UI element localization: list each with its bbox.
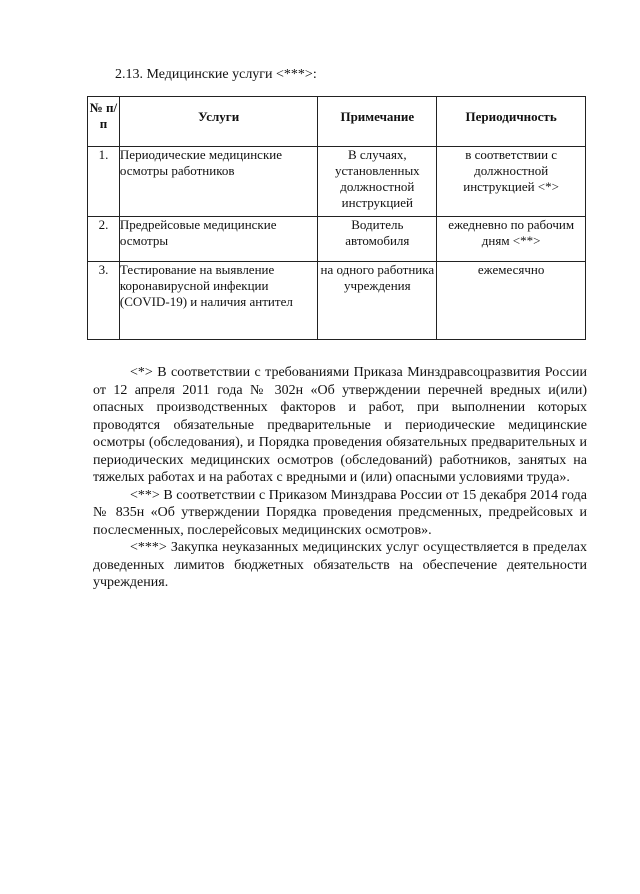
- row-service: Периодические медицинские осмотры работников: [119, 147, 318, 217]
- header-period: Периодичность: [437, 97, 586, 147]
- services-table: [87, 96, 586, 340]
- row-note: Водитель автомобиля: [318, 217, 437, 262]
- footnote-2: <**> В соответствии с Приказом Минздрава России от 15 декабря 2014 года № 835н «Об утверждении Порядка проведения предсменных, предрейсовых и послесменных, послерейсовых медицинских осмотров».: [93, 487, 587, 538]
- table-row: [88, 147, 586, 217]
- row-period: ежедневно по рабочим дням <**>: [437, 217, 586, 262]
- row-num: 3.: [88, 262, 120, 340]
- row-service: Предрейсовые медицинские осмотры: [119, 217, 318, 262]
- row-num: 1.: [88, 147, 120, 217]
- header-num: № п/п: [88, 97, 120, 147]
- footnote-3: <***> Закупка неуказанных медицинских услуг осуществляется в пределах доведенных лимитов бюджетных обязательств на обеспечение деятельности учреждения.: [93, 540, 587, 590]
- header-service: Услуги: [119, 97, 318, 147]
- row-period: в соответствии с должностной инструкцией <*>: [437, 147, 586, 217]
- header-note: Примечание: [318, 97, 437, 147]
- table-row: [88, 217, 586, 262]
- row-num: 2.: [88, 217, 120, 262]
- table-row: [88, 262, 586, 340]
- footnote-1: <*> В соответствии с требованиями Приказа Минздравсоцразвития России от 12 апреля 2011 года № 302н «Об утверждении перечней вредных и(или) опасных производственных факторов и работ, при выполнении которых проводятся обязательные предварительные и периодические медицинские осмотры (обследования), и Порядка проведения обязательных предварительных и периодических медицинских осмотров (обследований) работников, занятых на тяжелых работах и на работах с вредными и (или) опасными условиями труда».: [93, 365, 587, 485]
- row-service: Тестирование на выявление коронавирусной инфекции (COVID-19) и наличия антител: [119, 262, 318, 340]
- row-note: В случаях, установленных должностной инструкцией: [318, 147, 437, 217]
- row-period: ежемесячно: [437, 262, 586, 340]
- footnotes: [93, 364, 587, 592]
- row-note: на одного работника учреждения: [318, 262, 437, 340]
- section-title: 2.13. Медицинские услуги <***>:: [115, 67, 317, 82]
- table-header-row: [88, 97, 586, 147]
